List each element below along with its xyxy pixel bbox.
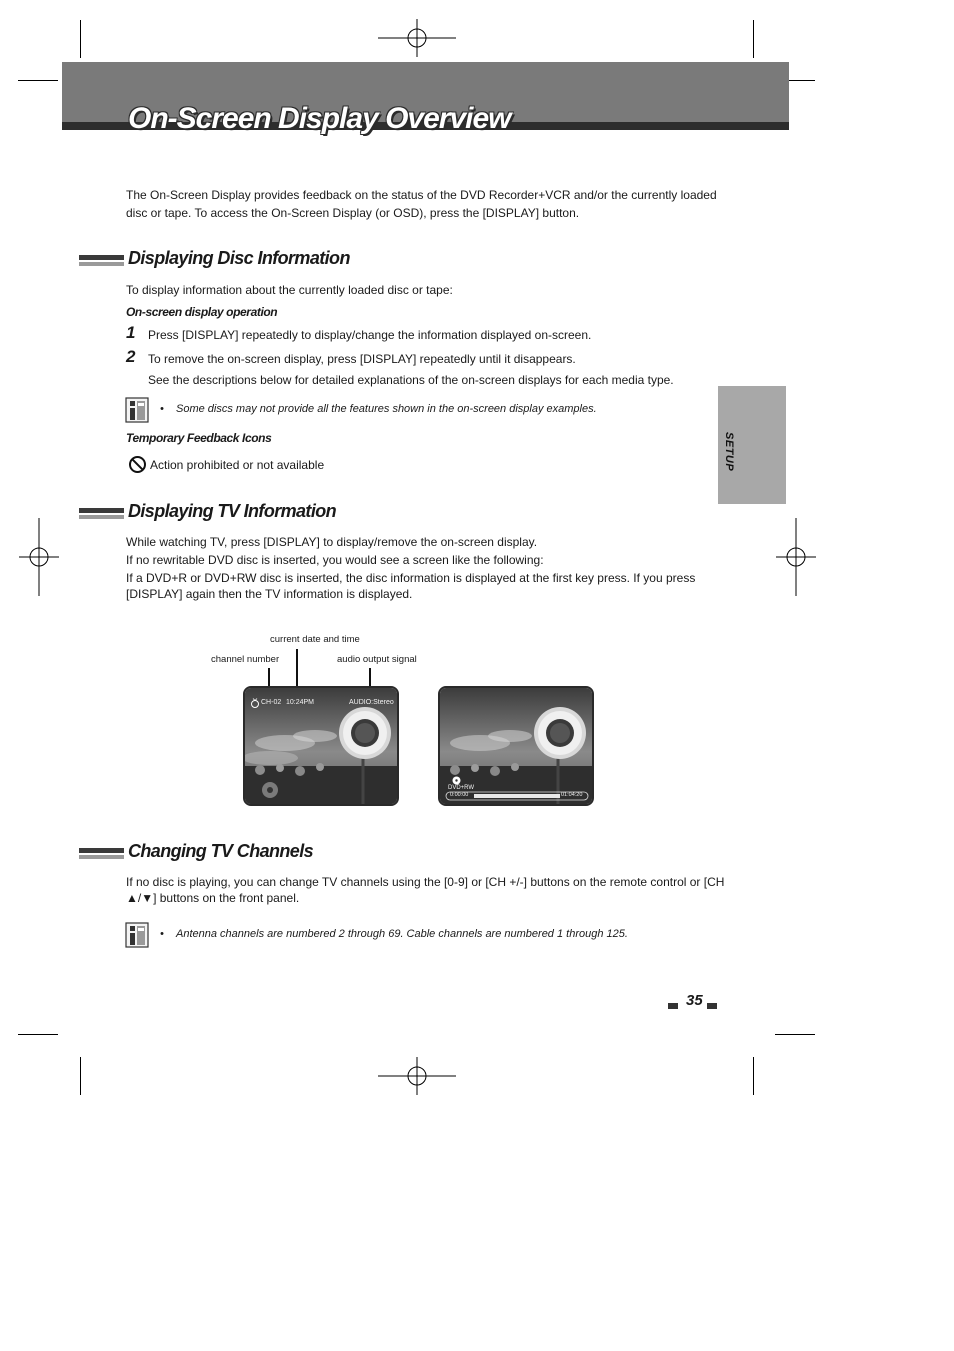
section-title-disc-info: Displaying Disc Information bbox=[128, 248, 350, 268]
registration-mark-bottom bbox=[378, 1057, 456, 1095]
callout-audio: audio output signal bbox=[337, 654, 417, 665]
disc-info-note: Some discs may not provide all the features shown in the on-screen display examples. bbox=[176, 403, 597, 415]
section-title-channels: Changing TV Channels bbox=[128, 841, 314, 861]
note-bullet: • bbox=[160, 928, 164, 940]
channels-line-1: If no disc is playing, you can change TV channels using the [0-9] or [CH +/-] buttons on the remote control or [CH bbox=[126, 875, 725, 889]
crop-mark bbox=[80, 1057, 81, 1095]
step-text-continued: See the descriptions below for detailed explanations of the on-screen displays for each media type. bbox=[148, 373, 674, 387]
section-title-tv-info: Displaying TV Information bbox=[128, 501, 337, 521]
prohibited-icon bbox=[128, 455, 147, 474]
tv-info-line-1: While watching TV, press [DISPLAY] to display/remove the on-screen display. bbox=[126, 535, 538, 549]
note-icon bbox=[125, 397, 149, 423]
section-marker bbox=[79, 508, 124, 520]
tv-icon bbox=[250, 698, 260, 708]
crop-mark bbox=[753, 1057, 754, 1095]
crop-mark bbox=[18, 1034, 58, 1035]
channels-line-2: ▲/▼] buttons on the front panel. bbox=[126, 891, 300, 905]
registration-mark-right bbox=[776, 518, 816, 596]
crop-mark bbox=[775, 1034, 815, 1035]
disc-icon bbox=[452, 776, 461, 785]
registration-mark-top bbox=[378, 19, 456, 57]
tv-info-line-2: If no rewritable DVD disc is inserted, you would see a screen like the following: bbox=[126, 553, 544, 567]
disc-info-intro: To display information about the currently loaded disc or tape: bbox=[126, 283, 453, 297]
crop-mark bbox=[80, 20, 81, 58]
step-text: To remove the on-screen display, press [DISPLAY] repeatedly until it disappears. bbox=[148, 352, 576, 366]
crop-mark bbox=[753, 20, 754, 58]
step-text: Press [DISPLAY] repeatedly to display/change the information displayed on-screen. bbox=[148, 328, 592, 342]
osd-elapsed: 0:00:00 bbox=[450, 792, 469, 798]
osd-channel: CH-02 bbox=[261, 699, 282, 706]
intro-line-1: The On-Screen Display provides feedback on the status of the DVD Recorder+VCR and/or the currently loaded bbox=[126, 188, 717, 202]
callout-channel: channel number bbox=[211, 654, 280, 665]
note-icon bbox=[125, 922, 149, 948]
osd-time: 10:24PM bbox=[286, 699, 315, 706]
osd-total: 01:04:20 bbox=[561, 792, 583, 798]
note-bullet: • bbox=[160, 403, 164, 415]
channels-note: Antenna channels are numbered 2 through 69. Cable channels are numbered 1 through 125. bbox=[176, 928, 628, 940]
tv-info-line-3: If a DVD+R or DVD+RW disc is inserted, the disc information is displayed at the first key press. If you press bbox=[126, 571, 696, 585]
callout-date-time: current date and time bbox=[270, 634, 360, 645]
operation-heading: On-screen display operation bbox=[126, 305, 278, 319]
page-number-marker bbox=[668, 1003, 678, 1009]
registration-mark-left bbox=[19, 518, 59, 596]
disc-info-screen bbox=[438, 686, 594, 806]
section-marker bbox=[79, 255, 124, 267]
osd-audio: AUDIO:Stereo bbox=[349, 699, 394, 706]
section-marker bbox=[79, 848, 124, 860]
page-number: 35 bbox=[686, 992, 703, 1009]
tv-info-line-4: [DISPLAY] again then the TV information is displayed. bbox=[126, 587, 413, 601]
step-number: 1 bbox=[126, 323, 136, 342]
page-number-marker bbox=[707, 1003, 717, 1009]
side-tab-label: SETUP bbox=[723, 432, 735, 472]
crop-mark bbox=[18, 80, 58, 81]
tv-info-screen bbox=[243, 686, 399, 806]
step-number: 2 bbox=[126, 347, 136, 366]
page-title: On-Screen Display Overview bbox=[128, 102, 511, 135]
prohibited-description: Action prohibited or not available bbox=[150, 458, 325, 472]
osd-disc-type: DVD+RW bbox=[448, 785, 475, 791]
feedback-heading: Temporary Feedback Icons bbox=[126, 431, 272, 445]
intro-line-2: disc or tape. To access the On-Screen Display (or OSD), press the [DISPLAY] button. bbox=[126, 206, 580, 220]
